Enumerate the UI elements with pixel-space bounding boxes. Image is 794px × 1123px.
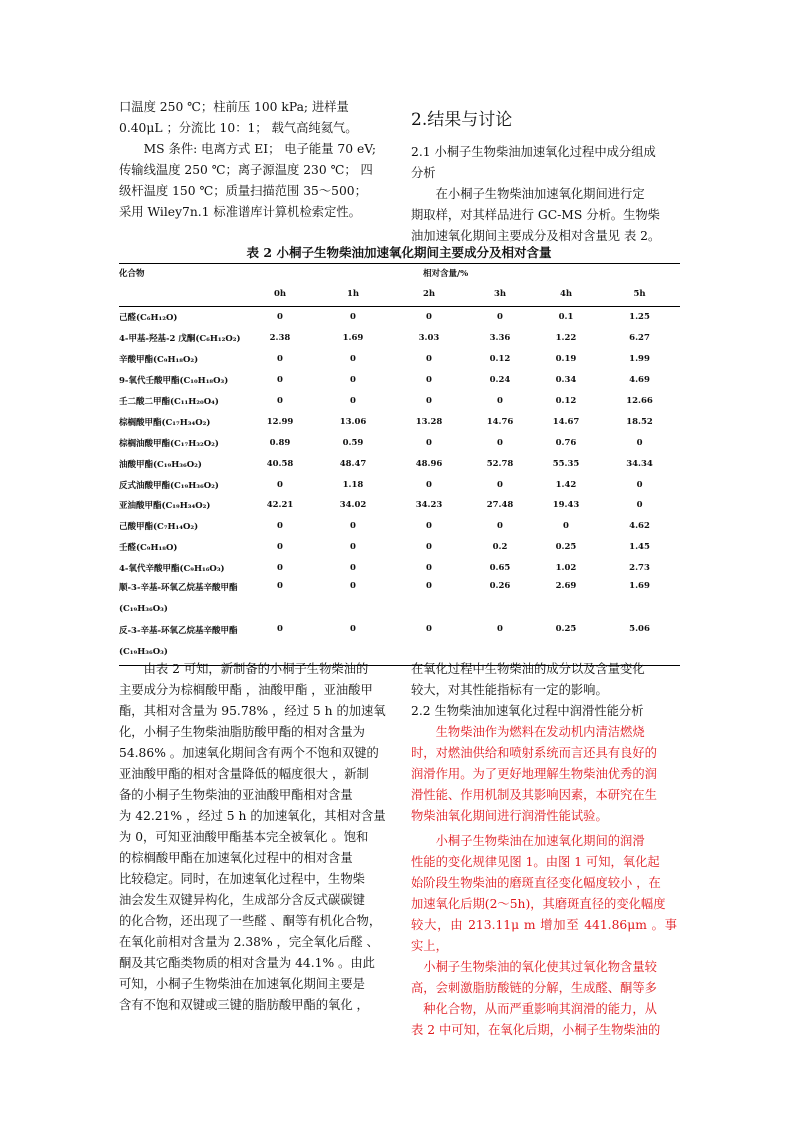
- compound-name-cell: [119, 537, 245, 558]
- value-cell: 0.2: [492, 542, 508, 553]
- value-cell: 55.35: [552, 458, 580, 469]
- value-cell: 27.48: [486, 500, 514, 511]
- column-header-relative-content: 相对含量/%: [423, 269, 469, 279]
- value-cell: 1.69: [342, 333, 364, 344]
- value-cell: 5.06: [629, 623, 650, 634]
- compound-name: 顺-3-辛基-环氧乙烷基辛酸甲酯: [119, 582, 238, 593]
- text-line: 54.86% 。加速氧化期间含有两个不饱和双键的: [119, 746, 379, 760]
- bottom-left-column: [119, 659, 391, 1016]
- compound-name-cell: [119, 391, 245, 412]
- column-header-compound: 化合物: [119, 269, 145, 279]
- value-cell: 0: [426, 312, 432, 323]
- table-row: [119, 579, 680, 622]
- value-cell: 0: [497, 521, 503, 532]
- compound-name: 4-甲基-羟基-2 戊酮(C₆H₁₂O₂): [119, 334, 241, 345]
- table-row: [119, 558, 680, 579]
- value-cell: 19.43: [552, 500, 580, 511]
- compound-formula: (C₁₉H₃₆O₃): [119, 646, 168, 657]
- text-line: 口温度 250 ℃；柱前压 100 kPa; 进样量: [119, 100, 349, 114]
- value-cell: 0: [426, 623, 432, 634]
- red-text-line: 高，会刺激脂肪酸链的分解，生成醛、酮等多: [411, 981, 657, 995]
- value-cell: 0.12: [555, 396, 577, 406]
- value-cell: 40.58: [266, 458, 294, 469]
- value-cell: 0: [277, 521, 283, 532]
- red-text-line: 小桐子生物柴油在加速氧化期间的润滑: [435, 834, 645, 848]
- value-cell: 0: [636, 500, 643, 511]
- compound-name: 棕榈油酸甲酯(C₁₇H₃₂O₂): [119, 438, 219, 449]
- value-cell: 0: [277, 563, 283, 574]
- table-row: [119, 537, 680, 558]
- text-line: 较大，对其性能指标有一定的影响。: [411, 683, 608, 697]
- value-cell: 0.1: [558, 312, 574, 323]
- compound-name-cell: [119, 328, 245, 349]
- compound-name: 9-氧代壬酸甲酯(C₁₀H₁₈O₃): [119, 376, 229, 387]
- text-line: 在小桐子生物柴油加速氧化期间进行定: [435, 187, 645, 201]
- compound-name-cell: [119, 495, 245, 516]
- text-line: 主要成分为棕榈酸甲酯 ，油酸甲酯 ，亚油酸甲: [119, 683, 373, 697]
- compound-name-cell: [119, 474, 245, 495]
- red-text-line: 种化合物，从而严重影响其润滑的能力，从: [423, 1002, 657, 1016]
- table-row: [119, 349, 680, 370]
- value-cell: 0.12: [489, 354, 511, 365]
- red-text-line: 小桐子生物柴油的氧化使其过氧化物含量较: [423, 960, 657, 974]
- compound-name: 4-氧代辛酸甲酯(C₉H₁₆O₃): [119, 564, 225, 575]
- value-cell: 0: [636, 479, 643, 490]
- value-cell: 12.66: [626, 396, 653, 406]
- text-line: 为 0，可知亚油酸甲酯基本完全被氧化 。饱和: [119, 830, 369, 844]
- bottom-right-column: [411, 659, 677, 1041]
- value-cell: 1.42: [555, 479, 577, 490]
- compound-name-cell: [119, 579, 245, 622]
- value-cell: 0: [426, 375, 432, 386]
- value-cell: 0: [426, 479, 432, 490]
- value-cell: 0.19: [555, 354, 577, 365]
- subsection-heading-cont: 分析: [411, 166, 436, 180]
- text-line: 的棕榈酸甲酯在加速氧化过程中的相对含量: [119, 851, 353, 865]
- compound-formula: (C₁₉H₃₆O₃): [119, 603, 168, 614]
- text-line: 在氧化前相对含量为 2.38% ，完全氧化后醛 、: [119, 935, 379, 949]
- value-cell: 34.34: [626, 458, 653, 469]
- compound-name: 反式油酸甲酯(C₁₉H₃₆O₂): [119, 480, 219, 491]
- value-cell: 13.28: [415, 416, 443, 427]
- value-cell: 0: [350, 375, 356, 386]
- table-row: [119, 495, 680, 516]
- value-cell: 0: [277, 354, 283, 365]
- time-header: 3h: [493, 289, 507, 299]
- red-text-line: 表 2 中可知，在氧化后期，小桐子生物柴油的: [411, 1023, 661, 1037]
- compound-name: 反-3-辛基-环氧乙烷基辛酸甲酯: [119, 625, 238, 636]
- value-cell: 0: [426, 437, 432, 448]
- value-cell: 0: [426, 521, 432, 532]
- table-row: [119, 328, 680, 349]
- value-cell: 0: [350, 521, 356, 532]
- text-line: 级杆温度 150 ℃；质量扫描范围 35～500；: [119, 184, 367, 198]
- compound-name-cell: [119, 370, 245, 391]
- value-cell: 0.34: [555, 375, 577, 386]
- red-text-line: 物柴油氧化期间进行润滑性能试验。: [411, 809, 608, 823]
- value-cell: 0.25: [555, 542, 577, 553]
- table-row: [119, 307, 680, 328]
- red-text-line: 加速氧化后期(2～5h)，其磨斑直径的变化幅度: [411, 897, 666, 911]
- value-cell: 13.06: [339, 416, 367, 427]
- time-header: 2h: [422, 289, 436, 299]
- table-caption: 表 2 小桐子生物柴油加速氧化期间主要成分及相对含量: [246, 245, 552, 260]
- value-cell: 0: [497, 623, 503, 634]
- text-line: 油会发生双键异构化，生成部分含反式碳碳键: [119, 893, 365, 907]
- text-line: 亚油酸甲酯的相对含量降低的幅度很大 ，新制: [119, 767, 369, 781]
- table-row: [119, 432, 680, 453]
- compound-name: 壬二酸二甲酯(C₁₁H₂₀O₄): [119, 397, 219, 407]
- value-cell: 0.24: [489, 375, 511, 386]
- value-cell: 34.23: [415, 500, 443, 511]
- table-row: [119, 370, 680, 391]
- value-cell: 14.76: [486, 416, 514, 427]
- value-cell: 3.36: [489, 333, 511, 344]
- value-cell: 0: [636, 437, 643, 448]
- compound-name: 己醛(C₆H₁₂O): [119, 313, 178, 324]
- red-text-line: 滑性能、作用机制及其影响因素，本研究在生: [411, 788, 657, 802]
- red-text-line: 生物柴油作为燃料在发动机内清洁燃烧: [435, 725, 645, 739]
- text-line: 化，小桐子生物柴油脂肪酸甲酯的相对含量为: [119, 725, 365, 739]
- value-cell: 2.38: [269, 333, 291, 344]
- red-text-line: 润滑作用。为了更好地理解生物柴油优秀的润: [411, 767, 657, 781]
- value-cell: 0.25: [555, 623, 577, 634]
- red-text-line: 始阶段生物柴油的磨斑直径变化幅度较小 ，在: [411, 876, 661, 890]
- text-line: 由表 2 可知，新制备的小桐子生物柴油的: [143, 662, 369, 676]
- time-header: 5h: [633, 289, 646, 299]
- value-cell: 52.78: [486, 458, 514, 469]
- value-cell: 0: [277, 580, 283, 591]
- value-cell: 0.65: [489, 563, 511, 574]
- time-header: 4h: [559, 289, 573, 299]
- value-cell: 48.47: [339, 458, 367, 469]
- value-cell: 0: [426, 580, 432, 591]
- text-line: 可知，小桐子生物柴油在加速氧化期间主要是: [119, 977, 365, 991]
- compound-name: 壬醛(C₉H₁₈O): [119, 543, 178, 554]
- text-line: 的化合物，还出现了一些醛 、酮等有机化合物，: [119, 914, 382, 928]
- red-text-line: 时，对燃油供给和喷射系统而言还具有良好的: [411, 746, 657, 760]
- text-line: 采用 Wiley7n.1 标准谱库计算机检索定性。: [119, 205, 361, 219]
- value-cell: 1.22: [555, 333, 577, 344]
- value-cell: 1.45: [629, 542, 650, 553]
- value-cell: 0: [350, 623, 356, 634]
- text-line: 酮及其它酯类物质的相对含量为 44.1% 。由此: [119, 956, 375, 970]
- value-cell: 34.02: [339, 500, 367, 511]
- top-left-column: [119, 97, 389, 223]
- value-cell: 0: [426, 542, 432, 553]
- table-body: [119, 307, 680, 666]
- value-cell: 0: [350, 580, 356, 591]
- compound-name-cell: [119, 516, 245, 537]
- red-text-line: 性能的变化规律见图 1。由图 1 可知，氧化起: [411, 855, 660, 869]
- text-line: 含有不饱和双键或三键的脂肪酸甲酯的氧化 ，: [119, 998, 369, 1012]
- value-cell: 1.69: [629, 580, 650, 591]
- value-cell: 0: [497, 312, 503, 323]
- value-cell: 4.62: [629, 521, 650, 532]
- compound-name-cell: [119, 307, 245, 328]
- compound-name: 亚油酸甲酯(C₁₉H₃₄O₂): [119, 501, 211, 512]
- value-cell: 0: [426, 396, 432, 406]
- value-cell: 0: [497, 396, 503, 406]
- table-row: [119, 411, 680, 432]
- value-cell: 1.99: [629, 354, 650, 365]
- value-cell: 18.52: [626, 416, 653, 427]
- value-cell: 0.26: [489, 580, 511, 591]
- top-right-column: [411, 102, 677, 247]
- value-cell: 2.73: [629, 563, 650, 574]
- composition-table: [119, 263, 680, 666]
- value-cell: 0.59: [342, 437, 364, 448]
- value-cell: 1.02: [555, 563, 577, 574]
- text-line: 比较稳定。同时，在加速氧化过程中，生物柴: [119, 872, 365, 886]
- value-cell: 0: [277, 312, 283, 323]
- compound-name: 棕榈酸甲酯(C₁₇H₃₄O₂): [119, 417, 211, 428]
- time-header: 1h: [346, 289, 360, 299]
- value-cell: 0: [277, 375, 283, 386]
- value-cell: 1.25: [629, 312, 650, 323]
- text-line: 油加速氧化期间主要成分及相对含量见 表 2。: [411, 229, 661, 243]
- value-cell: 4.69: [629, 375, 650, 386]
- text-line: 传输线温度 250 ℃；离子源温度 230 ℃； 四: [119, 163, 373, 177]
- value-cell: 2.69: [555, 580, 577, 591]
- value-cell: 0: [350, 542, 356, 553]
- section-heading: 2.结果与讨论: [411, 110, 513, 130]
- compound-name-cell: [119, 411, 245, 432]
- value-cell: 0: [350, 396, 356, 406]
- compound-name-cell: [119, 453, 245, 474]
- value-cell: 0: [563, 521, 569, 532]
- table-row: [119, 474, 680, 495]
- table-row: [119, 453, 680, 474]
- text-line: 0.40μL ；分流比 10：1； 载气高纯氦气。: [119, 121, 358, 135]
- text-line: 期取样，对其样品进行 GC-MS 分析。生物柴: [411, 208, 660, 222]
- value-cell: 0: [497, 437, 503, 448]
- subsection-heading: 2.1 小桐子生物柴油加速氧化过程中成分组成: [411, 145, 656, 159]
- value-cell: 0.76: [555, 437, 577, 448]
- value-cell: 0: [277, 479, 283, 490]
- value-cell: 3.03: [418, 333, 440, 344]
- value-cell: 14.67: [552, 416, 580, 427]
- value-cell: 48.96: [415, 458, 443, 469]
- text-line: 为 42.21% ，经过 5 h 的加速氧化，其相对含量: [119, 809, 386, 823]
- compound-name: 己酸甲酯(C₇H₁₄O₂): [119, 522, 199, 533]
- compound-name-cell: [119, 432, 245, 453]
- value-cell: 0.89: [269, 437, 291, 448]
- value-cell: 0: [350, 312, 356, 323]
- text-line: MS 条件: 电离方式 EI； 电子能量 70 eV;: [143, 142, 377, 156]
- value-cell: 0: [277, 623, 283, 634]
- time-header: 0h: [273, 289, 287, 299]
- compound-name-cell: [119, 558, 245, 579]
- value-cell: 12.99: [266, 416, 294, 427]
- table-row: [119, 516, 680, 537]
- value-cell: 0: [277, 396, 283, 406]
- value-cell: 0: [426, 563, 432, 574]
- text-line: 酯，其相对含量为 95.78% ，经过 5 h 的加速氧: [119, 704, 386, 718]
- value-cell: 0: [350, 563, 356, 574]
- compound-name: 辛酸甲酯(C₉H₁₈O₂): [119, 355, 199, 366]
- compound-name-cell: [119, 349, 245, 370]
- value-cell: 6.27: [629, 333, 650, 344]
- red-text-line: 较大，由 213.11μ m 增加至 441.86μm 。事实上，: [411, 918, 677, 953]
- value-cell: 1.18: [342, 479, 364, 490]
- value-cell: 42.21: [266, 500, 294, 511]
- table-row: [119, 391, 680, 412]
- value-cell: 0: [350, 354, 356, 365]
- subsection-heading: 2.2 生物柴油加速氧化过程中润滑性能分析: [411, 704, 644, 718]
- value-cell: 0: [497, 479, 503, 490]
- value-cell: 0: [277, 542, 283, 553]
- value-cell: 0: [426, 354, 432, 365]
- text-line: 在氧化过程中生物柴油的成分以及含量变化: [411, 662, 645, 676]
- compound-name: 油酸甲酯(C₁₉H₃₆O₂): [119, 459, 202, 470]
- text-line: 备的小桐子生物柴油的亚油酸甲酯相对含量: [119, 788, 353, 802]
